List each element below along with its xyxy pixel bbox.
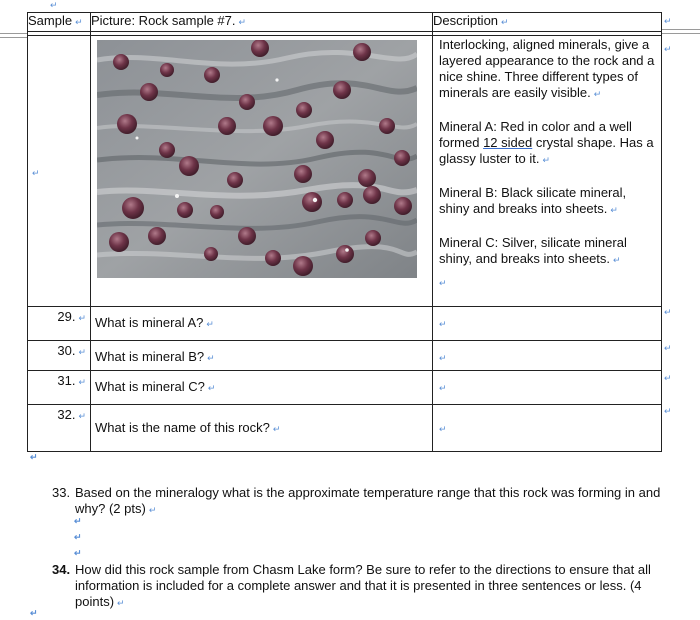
table-row <box>28 307 662 341</box>
description-empty-line <box>439 274 657 291</box>
mineral-a-text-end: crystal shape. Has a glassy luster to it. <box>439 135 654 166</box>
question-34-text: How did this rock sample from Chasm Lake form? Be sure to refer to the directions to ensure that all information is included for a complete answer and that it is presented in three sentences or less. (4 points) <box>75 562 651 609</box>
paragraph-mark: ↵ <box>238 17 247 27</box>
rock-sample-table <box>27 12 662 452</box>
margin-rule <box>0 37 27 38</box>
row-end-mark: ↵ <box>664 406 672 416</box>
answer-cell[interactable]: ↵ <box>433 307 662 341</box>
margin-rule <box>662 33 700 34</box>
question-number: 32. ↵ <box>28 405 91 452</box>
question-33-text: Based on the mineralogy what is the approximate temperature range that this rock was forming in and why? (2 pts) <box>75 485 661 516</box>
table-row <box>28 371 662 405</box>
row-end-mark: ↵ <box>664 373 672 383</box>
description-intro-text: Interlocking, aligned minerals, give a layered appearance to the rock and a nice shine. Three different types of minerals are easily visible. <box>439 37 655 100</box>
paragraph-mark: ↵ <box>50 0 58 10</box>
question-33-number: 33. <box>52 485 71 500</box>
sample-cell <box>28 36 91 307</box>
paragraph-mark: ↵ <box>148 505 157 515</box>
row-end-mark: ↵ <box>664 307 672 317</box>
picture-cell <box>91 36 433 307</box>
mineral-a-underlined: 12 sided <box>483 135 533 150</box>
header-sample-label: Sample <box>28 13 73 28</box>
header-description <box>433 13 662 32</box>
paragraph-mark: ↵ <box>613 255 621 265</box>
margin-rule <box>662 29 700 30</box>
description-intro <box>439 37 657 102</box>
question-number: 31. ↵ <box>28 371 91 405</box>
paragraph-mark: ↵ <box>32 167 40 178</box>
question-33 <box>52 485 667 518</box>
question-text: What is mineral C? ↵ <box>91 371 433 405</box>
rock-sample-photo <box>97 40 417 278</box>
paragraph-mark: ↵ <box>593 89 602 99</box>
table-row <box>28 341 662 371</box>
description-mineral-b <box>439 185 657 218</box>
answer-cell[interactable]: ↵ <box>433 405 662 452</box>
mineral-a-text: Mineral A: Red in color and a well formed <box>439 119 632 150</box>
mineral-b-text: Mineral B: Black silicate mineral, shiny and breaks into sheets. <box>439 185 627 216</box>
answer-line-mark[interactable]: ↵ <box>74 532 82 542</box>
header-sample <box>28 13 91 32</box>
paragraph-mark: ↵ <box>501 17 509 27</box>
question-number: 30. ↵ <box>28 341 91 371</box>
paragraph-mark: ↵ <box>30 452 38 462</box>
question-text: What is mineral B? ↵ <box>91 341 433 371</box>
question-number: 29. ↵ <box>28 307 91 341</box>
paragraph-mark: ↵ <box>117 598 125 608</box>
paragraph-mark: ↵ <box>30 608 38 618</box>
paragraph-mark: ↵ <box>75 17 83 27</box>
answer-cell[interactable]: ↵ <box>433 341 662 371</box>
paragraph-mark: ↵ <box>542 155 550 165</box>
paragraph-mark: ↵ <box>439 278 447 288</box>
table-row <box>28 405 662 452</box>
description-cell <box>433 36 662 307</box>
row-end-mark: ↵ <box>664 16 672 26</box>
answer-line-mark[interactable]: ↵ <box>74 548 82 558</box>
question-text: What is the name of this rock? ↵ <box>91 405 433 452</box>
margin-rule <box>0 33 27 34</box>
header-picture <box>91 13 433 32</box>
description-mineral-c <box>439 235 657 268</box>
paragraph-mark: ↵ <box>610 205 618 215</box>
answer-cell[interactable]: ↵ <box>433 371 662 405</box>
question-text: What is mineral A? ↵ <box>91 307 433 341</box>
row-end-mark: ↵ <box>664 343 672 353</box>
description-mineral-a <box>439 119 657 168</box>
question-34 <box>52 562 667 611</box>
question-34-number: 34. <box>52 562 71 577</box>
mineral-c-text: Mineral C: Silver, silicate mineral shiny, and breaks into sheets. <box>439 235 627 266</box>
header-picture-label: Picture: Rock sample #7. <box>91 13 236 28</box>
header-description-label: Description <box>433 13 499 28</box>
answer-line-mark[interactable]: ↵ <box>74 516 82 526</box>
row-end-mark: ↵ <box>664 44 672 54</box>
